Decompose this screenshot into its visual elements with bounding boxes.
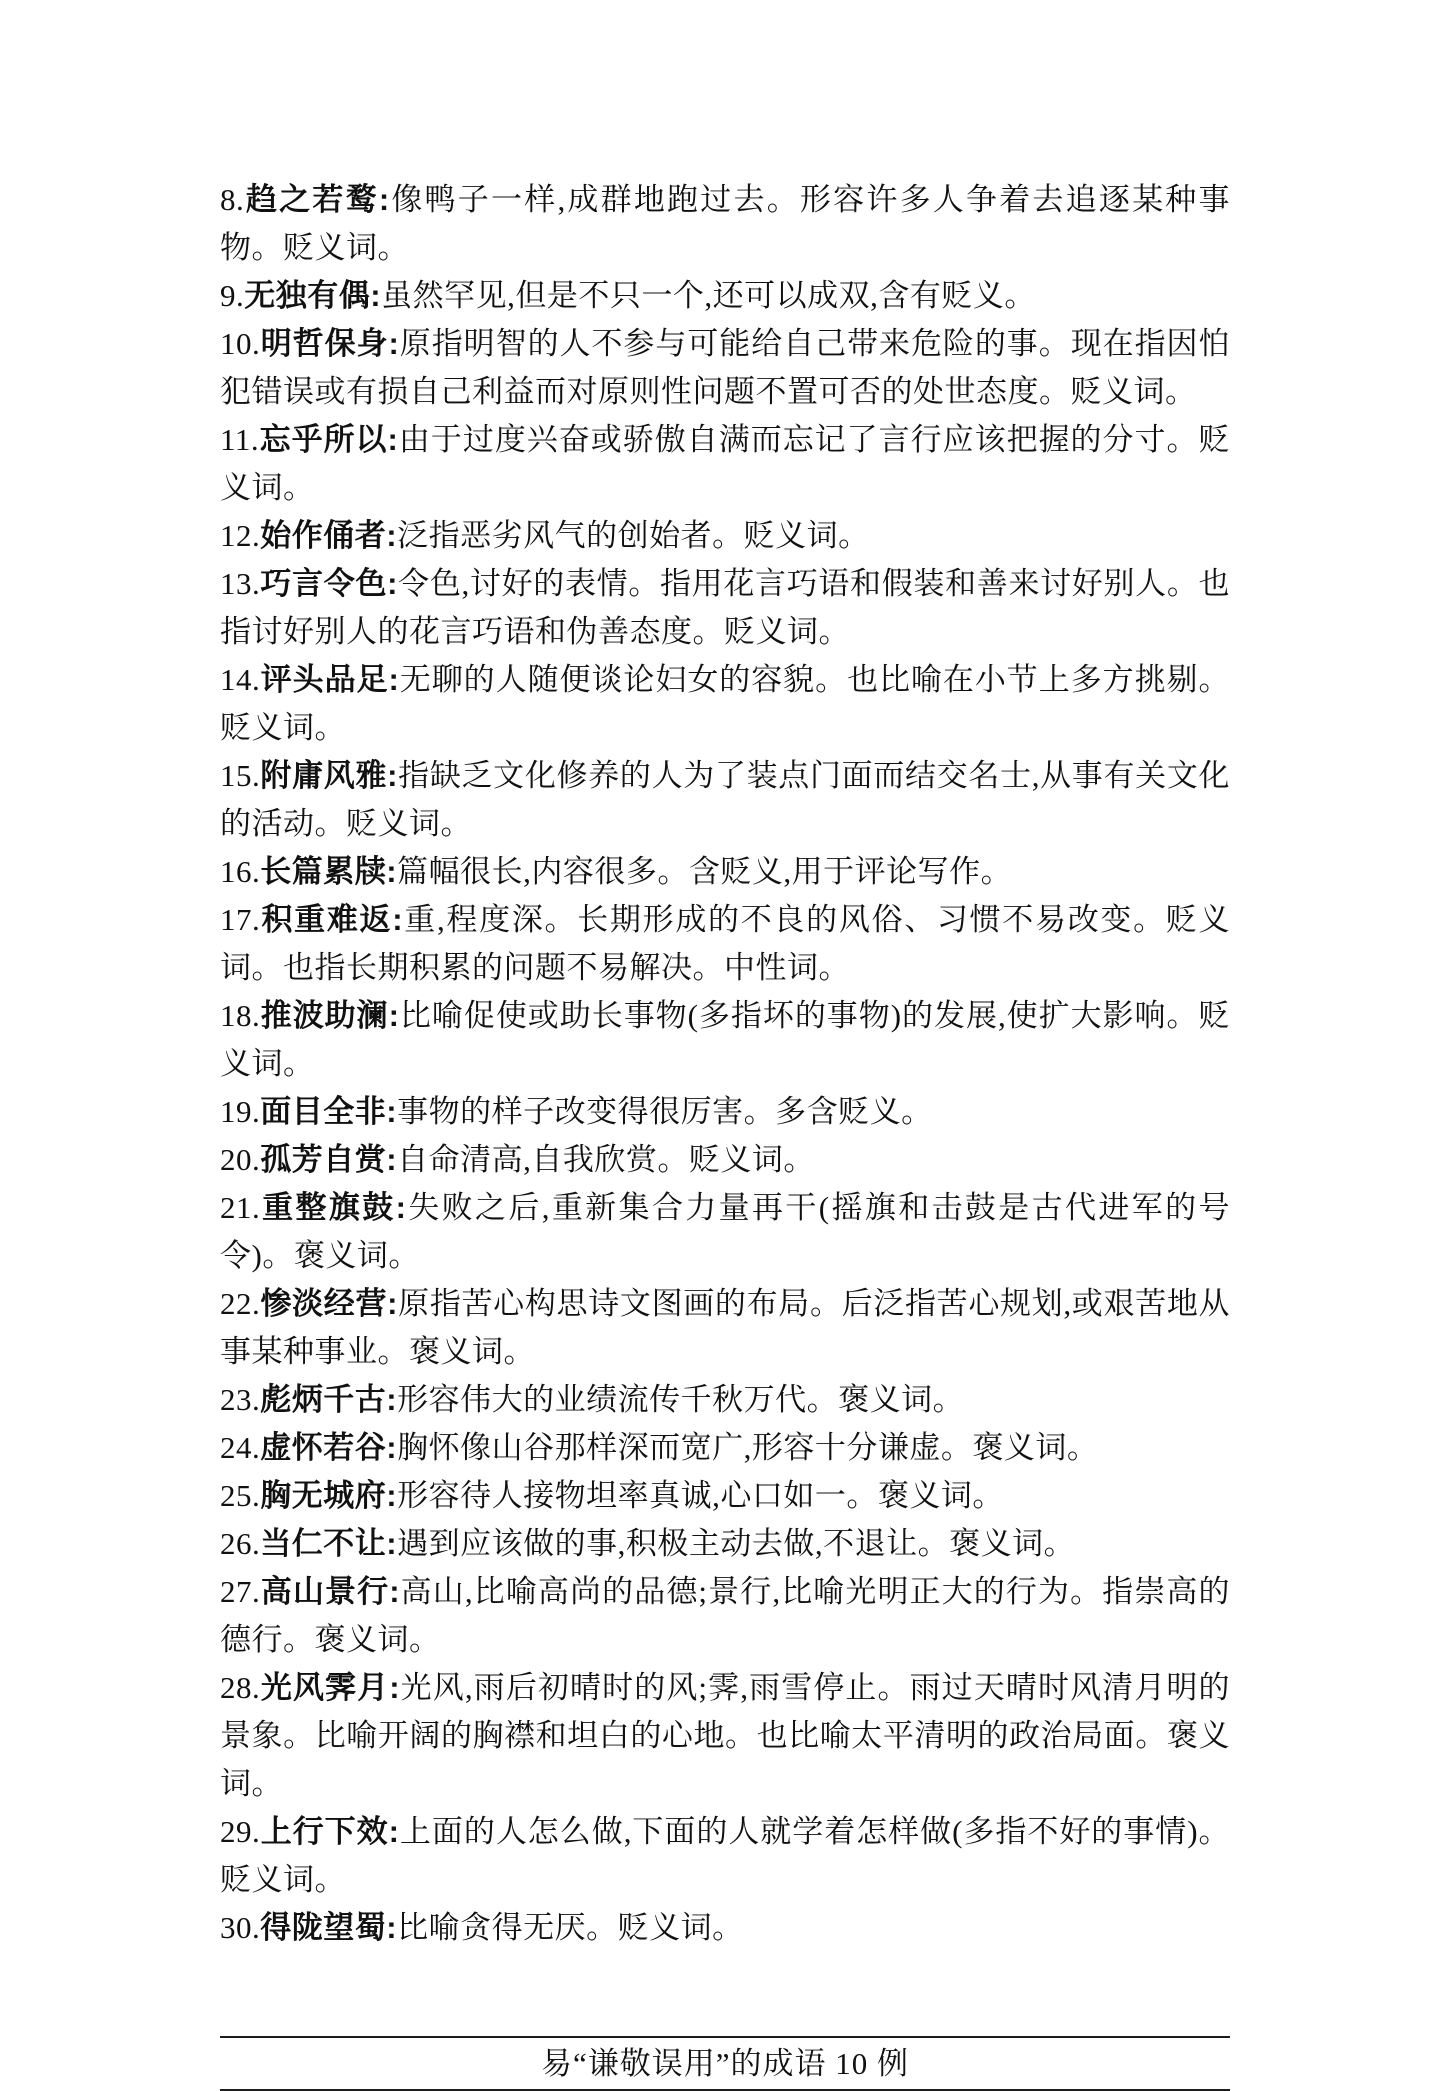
idiom-definition: 失败之后,重新集合力量再干(摇旗和击鼓是古代进军的号令)。褒义词。 <box>220 1190 1230 1273</box>
item-number: 22. <box>220 1286 261 1321</box>
item-number: 19. <box>220 1094 261 1129</box>
item-number: 17. <box>220 902 261 937</box>
idiom-item <box>220 1520 1230 1568</box>
idiom-item <box>220 416 1230 512</box>
idiom-term: 高山景行: <box>260 1574 401 1609</box>
idiom-term: 评头品足: <box>260 662 400 697</box>
idiom-item <box>220 1472 1230 1520</box>
item-number: 25. <box>220 1478 261 1513</box>
idiom-item <box>220 512 1230 560</box>
idiom-term: 长篇累牍: <box>260 854 398 889</box>
item-number: 28. <box>220 1670 261 1705</box>
idiom-definition: 原指明智的人不参与可能给自己带来危险的事。现在指因怕犯错误或有损自己利益而对原则性问题不置可否的处世态度。贬义词。 <box>220 326 1231 409</box>
item-number: 10. <box>220 326 261 361</box>
idiom-item <box>220 320 1230 416</box>
idiom-definition: 原指苦心构思诗文图画的布局。后泛指苦心规划,或艰苦地从事某种事业。褒义词。 <box>220 1286 1231 1369</box>
idiom-term: 当仁不让: <box>260 1526 398 1561</box>
idiom-item <box>220 1280 1230 1376</box>
idiom-definition: 形容待人接物坦率真诚,心口如一。褒义词。 <box>397 1478 1004 1513</box>
idiom-term: 上行下效: <box>260 1814 400 1849</box>
idiom-term: 无独有偶: <box>244 278 382 313</box>
idiom-item <box>220 1184 1230 1280</box>
idiom-item <box>220 560 1230 656</box>
idiom-definition: 令色,讨好的表情。指用花言巧语和假装和善来讨好别人。也指讨好别人的花言巧语和伪善态度。贬义词。 <box>220 566 1231 649</box>
idiom-definition: 遇到应该做的事,积极主动去做,不退让。褒义词。 <box>397 1526 1076 1561</box>
idiom-item <box>220 1904 1230 1952</box>
idiom-definition: 指缺乏文化修养的人为了装点门面而结交名士,从事有关文化的活动。贬义词。 <box>220 758 1231 841</box>
idiom-term: 明哲保身: <box>260 326 400 361</box>
idiom-definition: 泛指恶劣风气的创始者。贬义词。 <box>397 518 870 553</box>
idiom-term: 胸无城府: <box>260 1478 398 1513</box>
item-number: 18. <box>220 998 261 1033</box>
idiom-term: 光风霁月: <box>260 1670 401 1705</box>
idiom-definition: 光风,雨后初晴时的风;霁,雨雪停止。雨过天晴时风清月明的景象。比喻开阔的胸襟和坦白的心地。也比喻太平清明的政治局面。褒义词。 <box>220 1670 1230 1801</box>
item-number: 21. <box>220 1190 261 1225</box>
idiom-item <box>220 896 1230 992</box>
item-number: 27. <box>220 1574 261 1609</box>
idiom-definition: 像鸭子一样,成群地跑过去。形容许多人争着去追逐某种事物。贬义词。 <box>220 182 1230 265</box>
idiom-definition: 比喻贪得无厌。贬义词。 <box>397 1910 744 1945</box>
idiom-term: 面目全非: <box>260 1094 398 1129</box>
item-number: 15. <box>220 758 261 793</box>
idiom-term: 惨淡经营: <box>260 1286 398 1321</box>
idiom-item <box>220 272 1230 320</box>
item-number: 12. <box>220 518 261 553</box>
idiom-list <box>220 176 1230 1952</box>
idiom-item <box>220 1808 1230 1904</box>
item-number: 16. <box>220 854 261 889</box>
idiom-item <box>220 1136 1230 1184</box>
idiom-definition: 由于过度兴奋或骄傲自满而忘记了言行应该把握的分寸。贬义词。 <box>220 422 1231 505</box>
item-number: 23. <box>220 1382 261 1417</box>
section-heading-block <box>220 2036 1230 2091</box>
idiom-definition: 自命清高,自我欣赏。贬义词。 <box>397 1142 815 1177</box>
idiom-item <box>220 1424 1230 1472</box>
item-number: 11. <box>220 422 260 457</box>
item-number: 13. <box>220 566 261 601</box>
idiom-definition: 篇幅很长,内容很多。含贬义,用于评论写作。 <box>397 854 1013 889</box>
item-number: 29. <box>220 1814 261 1849</box>
item-number: 30. <box>220 1910 261 1945</box>
idiom-item <box>220 1568 1230 1664</box>
idiom-term: 虚怀若谷: <box>260 1430 398 1465</box>
idiom-item <box>220 1664 1230 1808</box>
idiom-definition: 上面的人怎么做,下面的人就学着怎样做(多指不好的事情)。贬义词。 <box>220 1814 1230 1897</box>
idiom-item <box>220 992 1230 1088</box>
item-number: 8. <box>220 182 245 217</box>
idiom-item <box>220 1088 1230 1136</box>
idiom-term: 彪炳千古: <box>260 1382 398 1417</box>
idiom-term: 重整旗鼓: <box>260 1190 407 1225</box>
item-number: 20. <box>220 1142 261 1177</box>
idiom-item <box>220 1376 1230 1424</box>
idiom-term: 附庸风雅: <box>260 758 398 793</box>
idiom-definition: 胸怀像山谷那样深而宽广,形容十分谦虚。褒义词。 <box>397 1430 1099 1465</box>
idiom-definition: 比喻促使或助长事物(多指坏的事物)的发展,使扩大影响。贬义词。 <box>220 998 1230 1081</box>
idiom-term: 孤芳自赏: <box>260 1142 398 1177</box>
idiom-definition: 重,程度深。长期形成的不良的风俗、习惯不易改变。贬义词。也指长期积累的问题不易解决。中性词。 <box>220 902 1231 985</box>
item-number: 14. <box>220 662 261 697</box>
idiom-definition: 形容伟大的业绩流传千秋万代。褒义词。 <box>397 1382 965 1417</box>
idiom-item <box>220 848 1230 896</box>
idiom-item <box>220 656 1230 752</box>
idiom-term: 忘乎所以: <box>259 422 399 457</box>
idiom-definition: 无聊的人随便谈论妇女的容貌。也比喻在小节上多方挑剔。贬义词。 <box>220 662 1231 745</box>
idiom-item <box>220 176 1230 272</box>
idiom-term: 积重难返: <box>260 902 404 937</box>
item-number: 26. <box>220 1526 261 1561</box>
idiom-definition: 虽然罕见,但是不只一个,还可以成双,含有贬义。 <box>381 278 1036 313</box>
idiom-term: 趋之若鹜: <box>244 182 390 217</box>
idiom-term: 始作俑者: <box>260 518 398 553</box>
section-title: 易“谦敬误用”的成语 10 例 <box>540 2046 910 2081</box>
idiom-term: 巧言令色: <box>260 566 398 601</box>
idiom-term: 推波助澜: <box>260 998 400 1033</box>
item-number: 24. <box>220 1430 261 1465</box>
idiom-definition: 高山,比喻高尚的品德;景行,比喻光明正大的行为。指崇高的德行。褒义词。 <box>220 1574 1230 1657</box>
idiom-definition: 事物的样子改变得很厉害。多含贬义。 <box>397 1094 933 1129</box>
idiom-item <box>220 752 1230 848</box>
idiom-term: 得陇望蜀: <box>260 1910 398 1945</box>
item-number: 9. <box>220 278 245 313</box>
